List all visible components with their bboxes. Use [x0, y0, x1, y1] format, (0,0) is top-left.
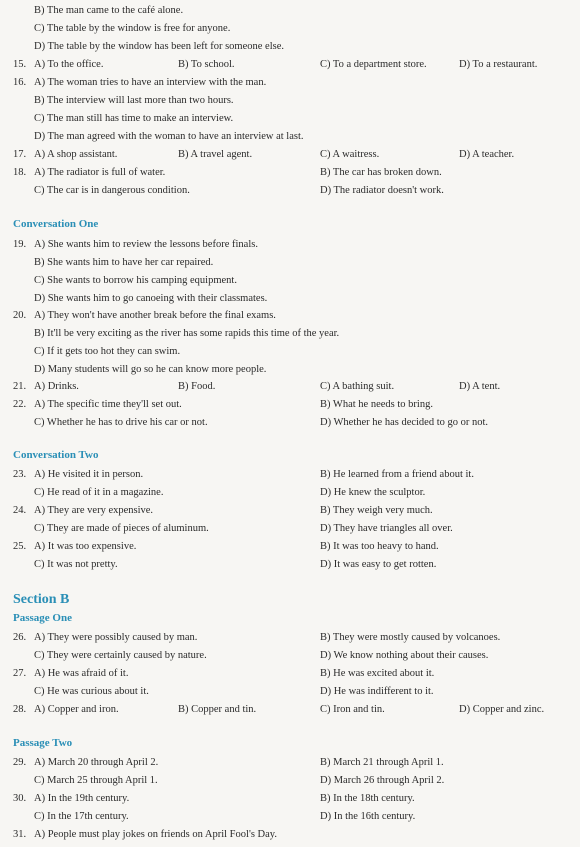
passage-two-heading: Passage Two — [13, 737, 73, 749]
q30-number: 30. — [13, 793, 27, 804]
q23-row-2 — [0, 484, 580, 501]
q25-row — [0, 538, 580, 555]
q30-row-2 — [0, 808, 580, 825]
q18-option-b: B) The car has broken down. — [320, 167, 442, 178]
q27-number: 27. — [13, 668, 27, 679]
q26-row-2 — [0, 647, 580, 664]
q15-option-c: C) To a department store. — [320, 59, 427, 70]
q16-option-c-row — [0, 110, 580, 127]
q25-option-b: B) It was too heavy to hand. — [320, 541, 439, 552]
q28-row — [0, 701, 580, 718]
q28-number: 28. — [13, 704, 27, 715]
q17-number: 17. — [13, 149, 27, 160]
q26-option-c: C) They were certainly caused by nature. — [34, 650, 207, 661]
q24-row — [0, 502, 580, 519]
q20-option-b-row — [0, 325, 580, 342]
q16-option-c: C) The man still has time to make an interview. — [34, 113, 234, 124]
q29-row — [0, 754, 580, 771]
q25-row-2 — [0, 556, 580, 573]
q18-option-d: D) The radiator doesn't work. — [320, 185, 444, 196]
q20-option-b: B) It'll be very exciting as the river has some rapids this time of the year. — [34, 328, 340, 339]
q30-option-c: C) In the 17th century. — [34, 811, 129, 822]
conversation-two-heading: Conversation Two — [13, 449, 99, 461]
q30-option-a: A) In the 19th century. — [34, 793, 130, 804]
q28-option-d: D) Copper and zinc. — [459, 704, 545, 715]
q20-option-a: A) They won't have another break before the final exams. — [34, 310, 276, 321]
q27-option-a: A) He was afraid of it. — [34, 668, 129, 679]
q23-number: 23. — [13, 469, 27, 480]
q25-option-a: A) It was too expensive. — [34, 541, 137, 552]
q30-option-b: B) In the 18th century. — [320, 793, 415, 804]
q15-number: 15. — [13, 59, 27, 70]
q16-option-b: B) The interview will last more than two hours. — [34, 95, 234, 106]
passage-one-heading: Passage One — [13, 612, 72, 624]
q22-option-d: D) Whether he has decided to go or not. — [320, 417, 489, 428]
q23-option-d: D) He knew the sculptor. — [320, 487, 426, 498]
q23-option-b: B) He learned from a friend about it. — [320, 469, 474, 480]
q31-row — [0, 826, 580, 843]
q19-option-b: B) She wants him to have her car repaired. — [34, 257, 214, 268]
q24-option-b: B) They weigh very much. — [320, 505, 433, 516]
q19-option-d-row — [0, 290, 580, 307]
q23-option-a: A) He visited it in person. — [34, 469, 144, 480]
q17-row — [0, 146, 580, 163]
q24-option-c: C) They are made of pieces of aluminum. — [34, 523, 209, 534]
q19-option-d: D) She wants him to go canoeing with their classmates. — [34, 293, 268, 304]
q26-row — [0, 629, 580, 646]
q20-option-d-row — [0, 361, 580, 378]
q14-option-b: B) The man came to the café alone. — [34, 5, 184, 16]
q17-option-d: D) A teacher. — [459, 149, 515, 160]
q19-option-b-row — [0, 254, 580, 271]
q17-option-b: B) A travel agent. — [178, 149, 253, 160]
q29-row-2 — [0, 772, 580, 789]
q31-option-a: A) People must play jokes on friends on April Fool's Day. — [34, 829, 277, 840]
q16-option-d: D) The man agreed with the woman to have an interview at last. — [34, 131, 304, 142]
q19-number: 19. — [13, 239, 27, 250]
q14-option-d-row — [0, 38, 580, 55]
q19-option-c: C) She wants to borrow his camping equipment. — [34, 275, 237, 286]
q21-option-a: A) Drinks. — [34, 381, 79, 392]
q22-option-c: C) Whether he has to drive his car or not. — [34, 417, 208, 428]
q16-option-d-row — [0, 128, 580, 145]
q23-option-c: C) He read of it in a magazine. — [34, 487, 164, 498]
q24-row-2 — [0, 520, 580, 537]
q25-option-c: C) It was not pretty. — [34, 559, 118, 570]
q16-option-b-row — [0, 92, 580, 109]
q27-row — [0, 665, 580, 682]
q15-row — [0, 56, 580, 73]
q18-option-c: C) The car is in dangerous condition. — [34, 185, 190, 196]
q15-option-a: A) To the office. — [34, 59, 104, 70]
q16-option-a: A) The woman tries to have an interview with the man. — [34, 77, 267, 88]
q22-option-a: A) The specific time they'll set out. — [34, 399, 182, 410]
q20-option-c: C) If it gets too hot they can swim. — [34, 346, 181, 357]
q25-number: 25. — [13, 541, 27, 552]
q20-option-c-row — [0, 343, 580, 360]
q29-option-c: C) March 25 through April 1. — [34, 775, 158, 786]
q27-row-2 — [0, 683, 580, 700]
conversation-one-heading: Conversation One — [13, 218, 99, 230]
q21-row — [0, 378, 580, 395]
q18-number: 18. — [13, 167, 27, 178]
q17-option-a: A) A shop assistant. — [34, 149, 118, 160]
q22-row-2 — [0, 414, 580, 431]
q24-option-d: D) They have triangles all over. — [320, 523, 453, 534]
q28-option-c: C) Iron and tin. — [320, 704, 385, 715]
q19-row — [0, 236, 580, 253]
q15-option-b: B) To school. — [178, 59, 235, 70]
q30-row — [0, 790, 580, 807]
q30-option-d: D) In the 16th century. — [320, 811, 416, 822]
q14-option-b-row — [0, 2, 580, 19]
q26-option-a: A) They were possibly caused by man. — [34, 632, 198, 643]
q29-option-b: B) March 21 through April 1. — [320, 757, 444, 768]
q17-option-c: C) A waitress. — [320, 149, 380, 160]
q26-number: 26. — [13, 632, 27, 643]
q29-option-d: D) March 26 through April 2. — [320, 775, 445, 786]
q25-option-d: D) It was easy to get rotten. — [320, 559, 437, 570]
q21-option-c: C) A bathing suit. — [320, 381, 395, 392]
q22-number: 22. — [13, 399, 27, 410]
q24-option-a: A) They are very expensive. — [34, 505, 154, 516]
q28-option-a: A) Copper and iron. — [34, 704, 119, 715]
q22-option-b: B) What he needs to bring. — [320, 399, 433, 410]
q18-option-a: A) The radiator is full of water. — [34, 167, 166, 178]
q27-option-c: C) He was curious about it. — [34, 686, 149, 697]
q18-row-2 — [0, 182, 580, 199]
q23-row — [0, 466, 580, 483]
q14-option-c: C) The table by the window is free for anyone. — [34, 23, 231, 34]
section-b-heading: Section B — [13, 592, 70, 607]
q24-number: 24. — [13, 505, 27, 516]
q15-option-d: D) To a restaurant. — [459, 59, 538, 70]
q20-number: 20. — [13, 310, 27, 321]
q14-option-c-row — [0, 20, 580, 37]
q21-number: 21. — [13, 381, 27, 392]
q19-option-a: A) She wants him to review the lessons before finals. — [34, 239, 258, 250]
q29-option-a: A) March 20 through April 2. — [34, 757, 159, 768]
q29-number: 29. — [13, 757, 27, 768]
q16-row — [0, 74, 580, 91]
q20-row — [0, 307, 580, 324]
q28-option-b: B) Copper and tin. — [178, 704, 257, 715]
q21-option-b: B) Food. — [178, 381, 216, 392]
q31-number: 31. — [13, 829, 27, 840]
q14-option-d: D) The table by the window has been left for someone else. — [34, 41, 284, 52]
q27-option-d: D) He was indifferent to it. — [320, 686, 434, 697]
q26-option-b: B) They were mostly caused by volcanoes. — [320, 632, 501, 643]
q27-option-b: B) He was excited about it. — [320, 668, 435, 679]
q22-row — [0, 396, 580, 413]
q16-number: 16. — [13, 77, 27, 88]
q20-option-d: D) Many students will go so he can know more people. — [34, 364, 267, 375]
q18-row — [0, 164, 580, 181]
q26-option-d: D) We know nothing about their causes. — [320, 650, 489, 661]
q19-option-c-row — [0, 272, 580, 289]
q21-option-d: D) A tent. — [459, 381, 501, 392]
